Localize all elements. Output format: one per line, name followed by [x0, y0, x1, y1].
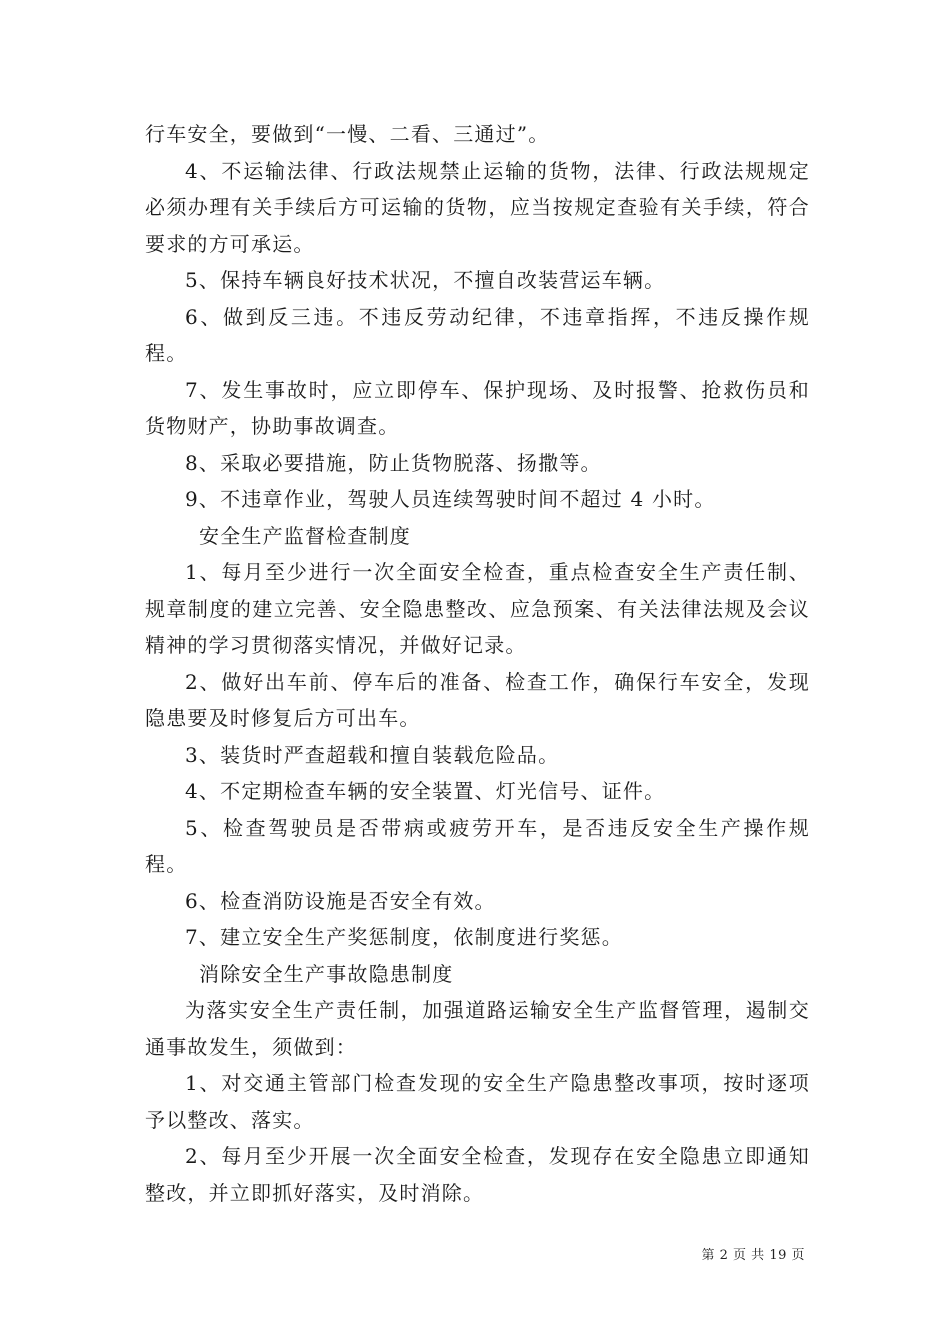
paragraph: 5、保持车辆良好技术状况，不擅自改装营运车辆。 [185, 268, 666, 292]
paragraph: 1、对交通主管部门检查发现的安全生产隐患整改事项，按时逐项予以整改、落实。 [145, 1071, 810, 1132]
paragraph: 3、装货时严查超载和擅自装载危险品。 [185, 742, 560, 767]
paragraph: 4、不定期检查车辆的安全装置、灯光信号、证件。 [185, 779, 666, 803]
paragraph: 7、建立安全生产奖惩制度，依制度进行奖惩。 [185, 925, 623, 949]
paragraph: 4、不运输法律、行政法规禁止运输的货物，法律、行政法规规定必须办理有关手续后方可运输的货物，应当按规定查验有关手续，符合要求的方可承运。 [145, 158, 810, 256]
paragraph: 8、采取必要措施，防止货物脱落、扬撒等。 [185, 450, 602, 475]
paragraph: 7、发生事故时，应立即停车、保护现场、及时报警、抢救伤员和货物财产，协助事故调查。 [145, 377, 810, 438]
page-number-footer: 第 2 页 共 19 页 [701, 1248, 805, 1263]
paragraph: 行车安全，要做到“一慢、二看、三通过”。 [145, 122, 550, 146]
document-body [145, 116, 810, 1211]
section-heading: 消除安全生产事故隐患制度 [199, 961, 454, 986]
paragraph: 6、做到反三违。不违反劳动纪律，不违章指挥，不违反操作规程。 [145, 304, 810, 365]
paragraph: 1、每月至少进行一次全面安全检查，重点检查安全生产责任制、规章制度的建立完善、安全隐患整改、应急预案、有关法律法规及会议精神的学习贯彻落实情况，并做好记录。 [145, 560, 810, 657]
paragraph: 为落实安全生产责任制，加强道路运输安全生产监督管理，遏制交通事故发生，须做到： [145, 998, 810, 1059]
paragraph: 5、检查驾驶员是否带病或疲劳开车，是否违反安全生产操作规程。 [145, 815, 810, 876]
paragraph: 6、检查消防设施是否安全有效。 [185, 888, 496, 913]
paragraph: 9、不违章作业，驾驶人员连续驾驶时间不超过 4 小时。 [185, 487, 716, 511]
paragraph: 2、每月至少开展一次全面安全检查，发现存在安全隐患立即通知整改，并立即抓好落实，及时消除。 [145, 1144, 810, 1205]
section-heading: 安全生产监督检查制度 [199, 523, 411, 548]
paragraph: 2、做好出车前、停车后的准备、检查工作，确保行车安全，发现隐患要及时修复后方可出车。 [145, 669, 810, 730]
